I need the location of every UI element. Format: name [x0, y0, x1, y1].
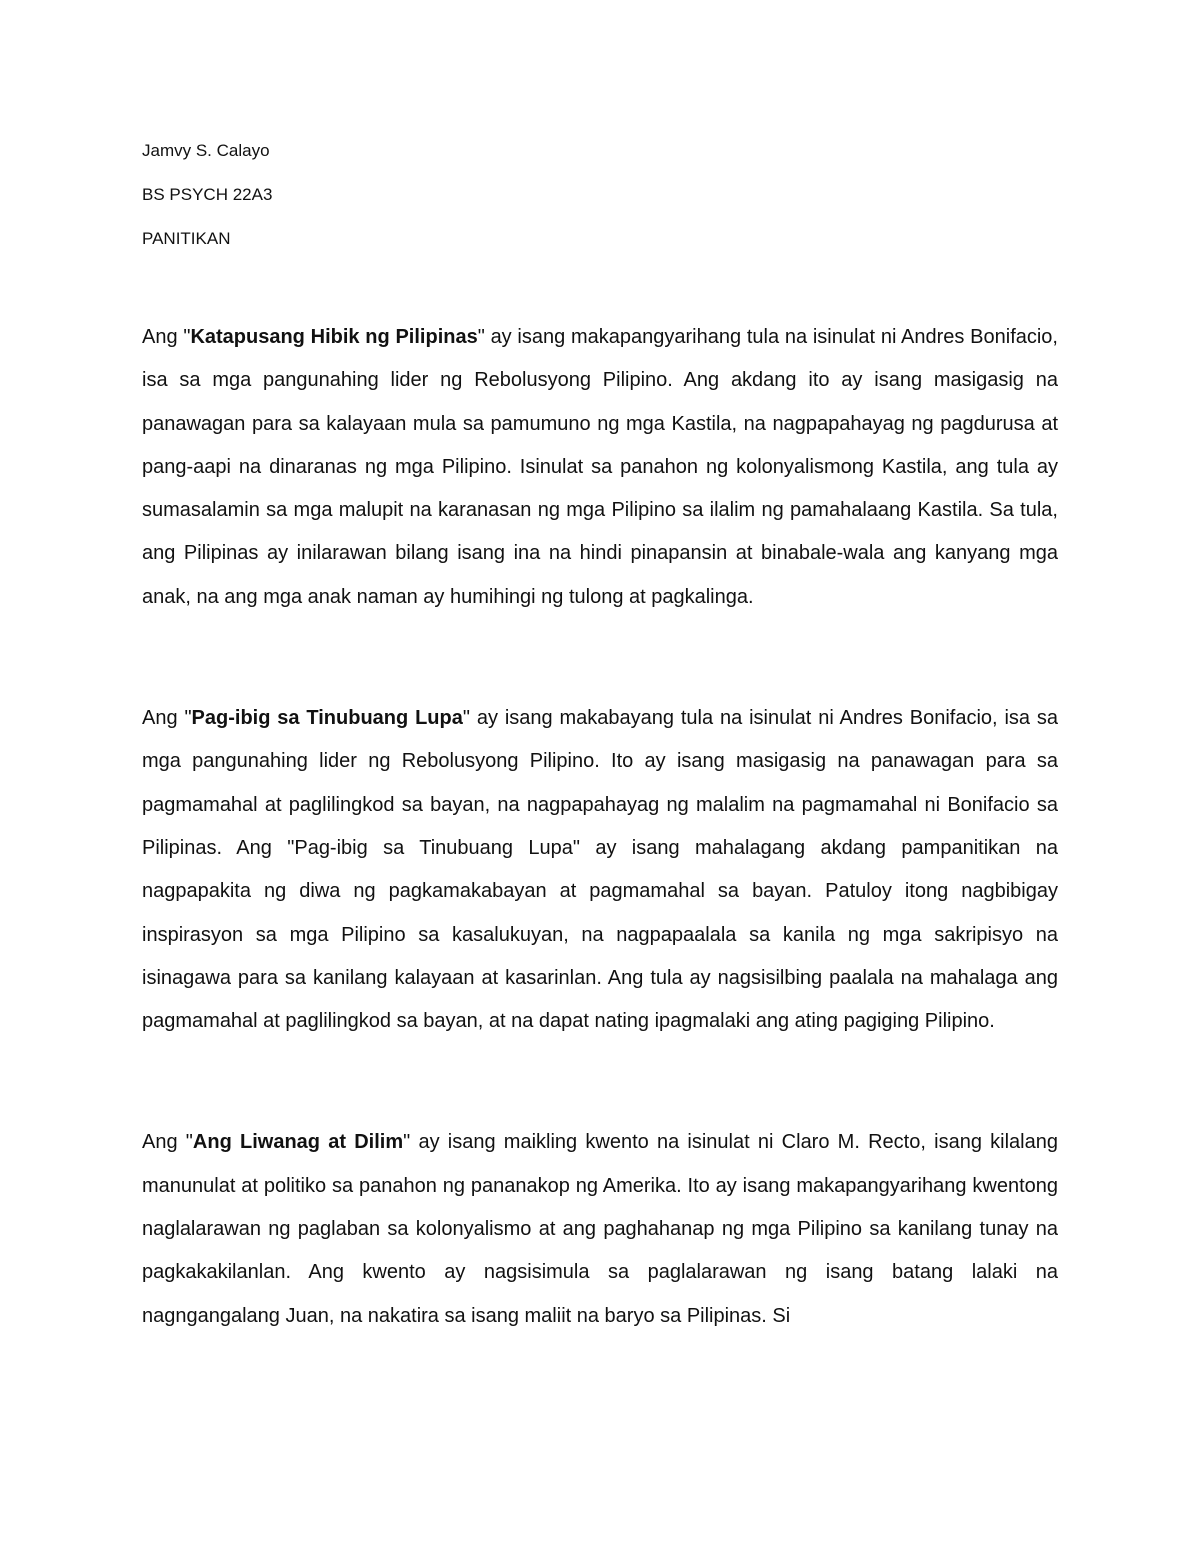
paragraph-lead: Ang ": [142, 326, 191, 348]
student-name: Jamvy S. Calayo: [142, 141, 270, 160]
paragraph-liwanag-dilim: [142, 1121, 1058, 1337]
paragraph-text: " ay isang maikling kwento na isinulat ni Claro M. Recto, isang kilalang manunulat at politiko sa panahon ng pananakop ng Amerika. Ito ay isang makapangyarihang kwentong naglalarawan ng paglaban sa kolonyalismo at ang paghahanap ng mga Pilipino sa kanilang tunay na pagkakakilanlan. Ang kwento ay nagsisimula sa paglalarawan ng isang batang lalaki na nagngangalang Juan, na nakatira sa isang maliit na baryo sa Pilipinas. Si: [142, 1131, 1058, 1327]
document-body: [142, 316, 1058, 1338]
work-title: Katapusang Hibik ng Pilipinas: [190, 326, 478, 348]
subject-label: PANITIKAN: [142, 229, 231, 248]
work-title: Pag-ibig sa Tinubuang Lupa: [191, 707, 463, 730]
paragraph-text: " ay isang makabayang tula na isinulat ni Andres Bonifacio, isa sa mga pangunahing lider ng Rebolusyong Pilipino. Ito ay isang masigasig na panawagan para sa pagmamahal at paglilingkod sa bayan, na nagpapahayag ng malalim na pagmamahal ni Bonifacio sa Pilipinas. Ang "Pag-ibig sa Tinubuang Lupa" ay isang mahalagang akdang pampanitikan na nagpapakita ng diwa ng pagkamakabayan at pagmamahal sa bayan. Patuloy itong nagbibigay inspirasyon sa mga Pilipino sa kasalukuyan, na nagpapaalala sa kanila ng mga sakripisyo na isinagawa para sa kanilang kalayaan at kasarinlan. Ang tula ay nagsisilbing paalala na mahalaga ang pagmamahal at paglilingkod sa bayan, at na dapat nating ipagmalaki ang ating pagiging Pilipino.: [142, 707, 1058, 1033]
paragraph-lead: Ang ": [142, 1131, 193, 1154]
paragraph-katapusang-hibik: [142, 316, 1058, 619]
paragraph-lead: Ang ": [142, 707, 192, 730]
work-title: Ang Liwanag at Dilim: [192, 1131, 404, 1154]
document-header: [142, 140, 1058, 272]
paragraph-pag-ibig: [142, 697, 1058, 1043]
course-section: BS PSYCH 22A3: [142, 185, 273, 204]
paragraph-text: " ay isang makapangyarihang tula na isinulat ni Andres Bonifacio, isa sa mga pangunahing lider ng Rebolusyong Pilipino. Ang akdang ito ay isang masigasig na panawagan para sa kalayaan mula sa pamumuno ng mga Kastila, na nagpapahayag ng pagdurusa at pang-aapi na dinaranas ng mga Pilipino. Isinulat sa panahon ng kolonyalismong Kastila, ang tula ay sumasalamin sa mga malupit na karanasan ng mga Pilipino sa ilalim ng pamahalaang Kastila. Sa tula, ang Pilipinas ay inilarawan bilang isang ina na hindi pinapansin at binabale-wala ang kanyang mga anak, na ang mga anak naman ay humihingi ng tulong at pagkalinga.: [142, 326, 1058, 608]
